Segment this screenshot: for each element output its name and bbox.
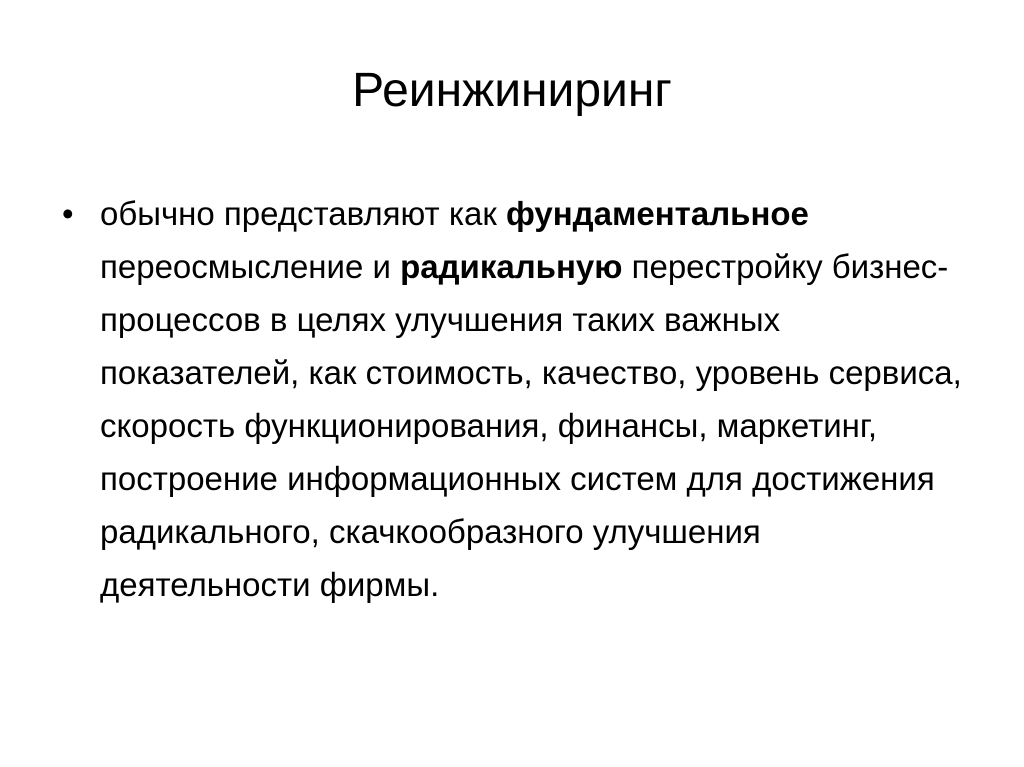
bullet-text-part-2: переосмысление и xyxy=(100,248,401,285)
bullet-text-part-3: перестройку бизнес-процессов в целях улучшения таких важных показателей, как стоимость, качество, уровень сервиса, скорость функционирования, финансы, маркетинг, построение информационных систем для достижения радикального, скачкообразного улучшения деятельности фирмы. xyxy=(100,248,962,603)
bullet-list xyxy=(62,187,962,611)
bullet-item xyxy=(62,187,962,611)
bullet-bold-radical: радикальную xyxy=(400,248,623,285)
bullet-text-part-1: обычно представляют как xyxy=(100,195,506,232)
slide-title: Реинжиниринг xyxy=(352,64,672,117)
bullet-marker: • xyxy=(62,195,74,232)
bullet-bold-fundamental: фундаментальное xyxy=(505,195,809,232)
